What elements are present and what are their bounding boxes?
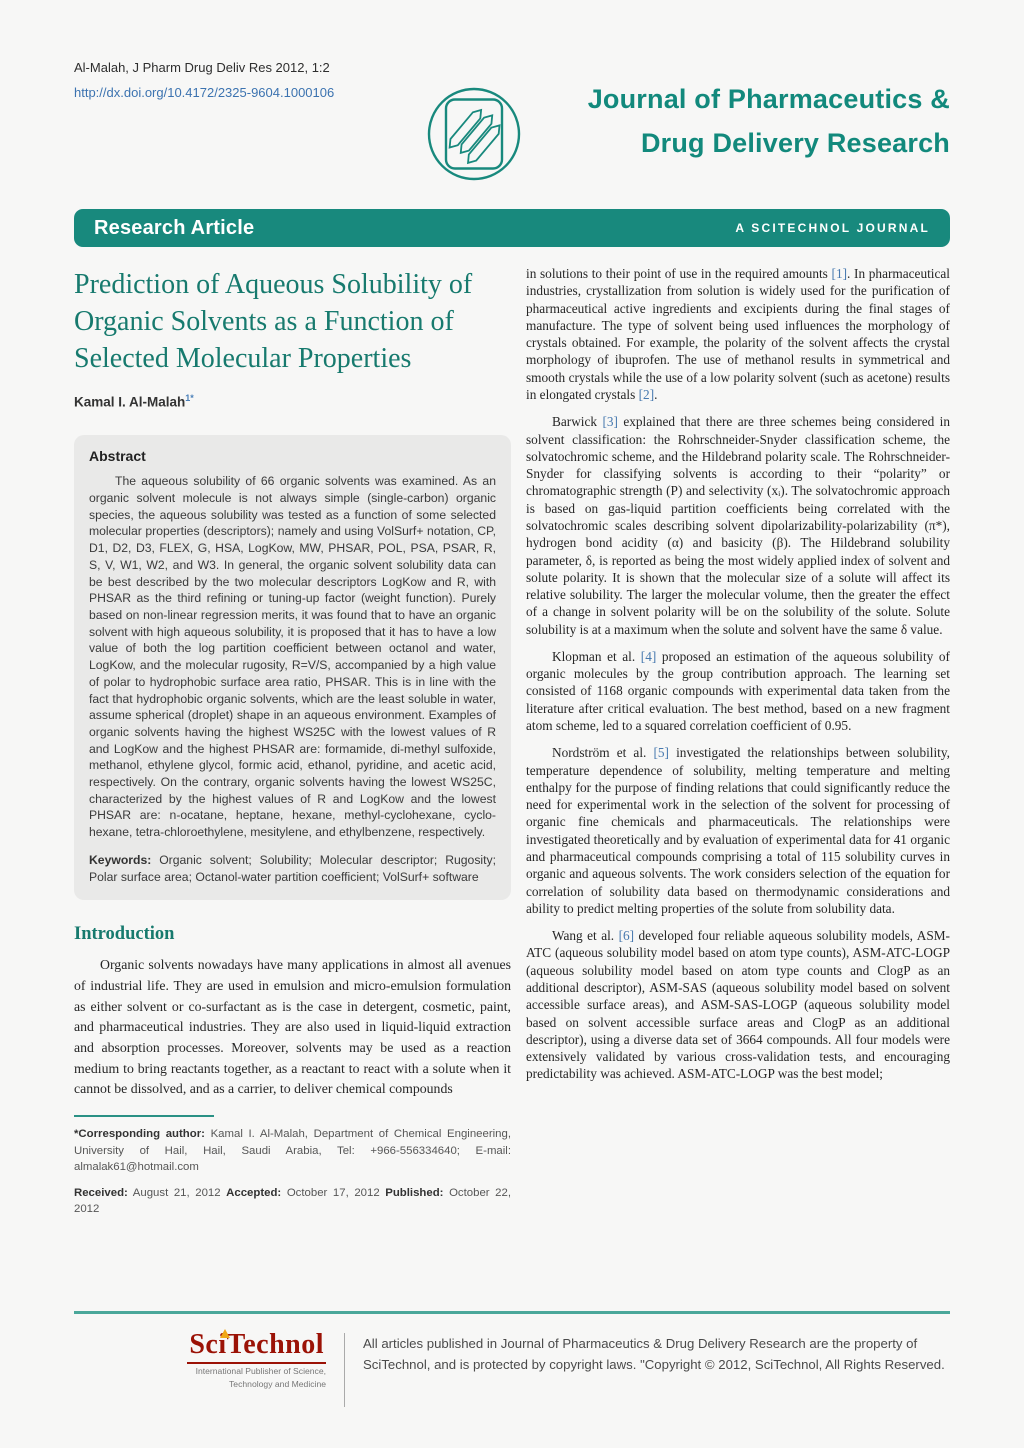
paragraph-text: Wang et al. [552, 928, 619, 944]
doi-link[interactable]: http://dx.doi.org/10.4172/2325-9604.1000106 [74, 85, 335, 100]
keywords-text: Organic solvent; Solubility; Molecular descriptor; Rugosity; Polar surface area; Octanol-water partition coefficient; VolSurf+ software [89, 852, 496, 884]
reference-link[interactable]: [1] [831, 266, 848, 281]
author-name: Kamal I. Al-Malah [74, 394, 186, 410]
scitechnol-logo-text [187, 1331, 326, 1364]
paragraph-text: Barwick [552, 414, 603, 430]
article-type-label: Research Article [94, 216, 255, 239]
article-dates-note [74, 1185, 511, 1218]
paragraph-text: Klopman et al. [552, 648, 641, 664]
article-paragraph [526, 265, 950, 403]
article-paragraph [526, 744, 950, 917]
received-label: Received: [74, 1186, 128, 1199]
footer-vertical-divider [344, 1333, 345, 1407]
footnote-divider [74, 1115, 214, 1117]
reference-link[interactable]: [5] [653, 745, 669, 761]
author-line [74, 393, 511, 410]
paragraph-text: proposed an estimation of the aqueous solubility of organic molecules by the group contribution approach. The learning set consisted of 1168 organic compounds with experimental data taken from the literature after critical evaluation. The best method, based on a new fragment atom scheme, led to a squared correlation coefficient of 0.95. [526, 648, 950, 734]
citation-line: Al-Malah, J Pharm Drug Deliv Res 2012, 1:2 [74, 60, 330, 75]
accepted-label: Accepted: [226, 1186, 282, 1199]
page-footer [74, 1311, 950, 1448]
paragraph-text: . [654, 386, 658, 402]
paragraph-text: . In pharmaceutical industries, crystallization from solution is widely used for the purification of pharmaceutical active ingredients and excipients during the final stages of manufacture. The type of solvent being used influences the morphology of crystals obtained. For example, the polarity of the solvent affects the crystal morphology of ibuprofen. The use of methanol results in symmetrical and smooth crystals while the use of a low polarity solvent (such as acetone) results in elongated crystals [526, 266, 950, 402]
logo-part-technol: Technol [226, 1329, 324, 1360]
corresponding-author-label: *Corresponding author: [74, 1128, 205, 1141]
reference-link[interactable]: [4] [640, 648, 657, 664]
triangle-icon [220, 1329, 230, 1338]
journal-title [528, 56, 950, 165]
introduction-paragraph: Organic solvents nowadays have many applications in almost all avenues of industrial life. They are used in emulsion and micro-emulsion formulation as either solvent or co-surfactant as is the case in detergent, cosmetic, paint, and pharmaceutical industries. They are also used in liquid-liquid extraction and absorption processes. Moreover, solvents may be used as a reaction medium to bring reactants together, as a reactant to react with a solute when it cannot be dissolved, and as a carrier, to deliver chemical compounds [74, 957, 511, 1097]
journal-logo-icon [424, 84, 528, 189]
corresponding-author-note [74, 1126, 511, 1176]
copyright-text: All articles published in Journal of Pharmaceutics & Drug Delivery Research are the property of SciTechnol, and is protected by copyright laws. "Copyright © 2012, SciTechnol, All Rights Reserved. [363, 1336, 945, 1373]
corresponding-author-text: Kamal I. Al-Malah, Department of Chemical Engineering, University of Hail, Hail, Saudi Arabia, Tel: +966-556334640; E-mail: almalak61@hotmail.com [74, 1128, 511, 1174]
footer-row [74, 1331, 950, 1407]
received-value: August 21, 2012 [127, 1186, 227, 1199]
page-header [74, 56, 950, 189]
journal-title-line2: Drug Delivery Research [640, 127, 950, 158]
left-column [74, 263, 511, 1227]
abstract-paragraph: The aqueous solubility of 66 organic solvents was examined. As an organic solvent molecule is not always simple (single-carbon) organic species, the aqueous solubility was tested as a function of some selected molecular properties (descriptors); namely and using VolSurf+ notation, CP, D1, D2, D3, FLEX, G, HSA, LogKow, MW, PHSAR, POL, PSA, PSAR, R, S, V, W1, W2, and W3. In general, the organic solvent solubility data can be best described by the two molecular descriptors LogKow and R, with PHSAR as the third refining or tuning-up factor (weight function). Purely based on non-linear regression merits, it was found that to have an organic solvent with high aqueous solubility, it is proposed that it has to have a low value of both the log partition coefficient between octanol and water, LogKow, and the molecular rugosity, R=V/S, accompanied by a high value of polar to hydrophobic surface area ratio, PHSAR. This is in line with the fact that hydrophobic organic solvents, which are the least soluble in water, assume spherical (droplet) shape in an aqueous environment. Examples of organic solvents having the highest WS25C with the lowest values of R and LogKow and the highest PHSAR are: formamide, di-methyl sulfoxide, methanol, ethylene glycol, formic acid, ethanol, pyridine, and acetic acid, respectively. On the contrary, organic solvents having the lowest WS25C, characterized by the highest values of R and LogKow and the lowest PHSAR are: n-ocatane, heptane, hexane, methyl-cyclohexane, cyclo-hexane, tetra-chloroethylene, mesitylene, and ethylbenzene, respectively. [89, 474, 496, 840]
right-column [526, 263, 950, 1227]
logo-subtitle-line1: International Publisher of Science, [195, 1366, 326, 1376]
reference-link[interactable]: [6] [618, 928, 635, 944]
article-paragraph [526, 413, 950, 638]
journal-title-line1: Journal of Pharmaceutics & [587, 84, 950, 114]
author-superscript: 1* [185, 392, 194, 403]
published-value: October 22, 2012 [74, 1186, 511, 1216]
keywords-paragraph [89, 852, 496, 885]
article-title: Prediction of Aqueous Solubility of Organic Solvents as a Function of Selected Molecular Properties [74, 269, 473, 374]
citation-block [74, 56, 424, 102]
article-paragraph [526, 648, 950, 734]
logo-subtitle-line2: Technology and Medicine [229, 1379, 326, 1390]
reference-link[interactable]: [2] [638, 386, 655, 402]
paragraph-text: Nordström et al. [552, 745, 654, 761]
article-paragraph [526, 927, 950, 1083]
article-body [74, 263, 950, 1227]
scitechnol-logo [74, 1331, 326, 1390]
footnote-block [74, 1115, 511, 1218]
introduction-heading: Introduction [74, 924, 175, 945]
paragraph-text: in solutions to their point of use in the required amounts [526, 266, 832, 281]
accepted-value: October 17, 2012 [281, 1186, 386, 1199]
paragraph-text: explained that there are three schemes being considered in solvent classification: the Rohrschneider-Snyder classification scheme, the solvatochromic scheme, and the Hildebrand polarity scale. The Rohrschneider-Snyder for classifying solvents is according to their “polarity” or chromatographic strength (P) and selectivity (xᵢ). The solvatochromic approach is based on gas-liquid partition coefficients being correlated with the solvatochromic scales describing solvent dipolarizability-polarizability (π*), hydrogen bond acidity (α) and basicity (β). The Hildebrand solubility parameter, δ, is reported as being the most widely applied index of solvent and solute polarity. It is shown that the molecular size of a solute will affect its relative solubility. The larger the molecular volume, then the greater the effect of a change in solvent polarity will be on the solubility of the solute. Solute solubility is at a maximum when the solute and solvent have the same δ value. [526, 414, 950, 637]
reference-link[interactable]: [3] [602, 414, 618, 430]
keywords-label: Keywords: [89, 852, 152, 867]
journal-brand-label: A SCITECHNOL JOURNAL [735, 221, 930, 235]
logo-part-sci: Sci [189, 1329, 227, 1360]
abstract-box [74, 435, 511, 900]
paragraph-text: developed four reliable aqueous solubility models, ASM-ATC (aqueous solubility model based on atom type counts), ASM-ATC-LOGP (aqueous solubility model based on atom type counts and ClogP as an additional descriptor), ASM-SAS (aqueous solubility model based on solvent accessible surface areas), and ASM-SAS-LOGP (aqueous solubility model based on solvent accessible surface areas and ClogP as an additional descriptor), using a diverse data set of 3664 compounds. All four models were extensively validated by various cross-validation tests, and encouraging predictability was achieved. ASM-ATC-LOGP was the best model; [526, 928, 950, 1082]
published-label: Published: [385, 1186, 444, 1199]
paragraph-text: investigated the relationships between solubility, temperature dependence of solubility, melting temperature and melting enthalpy for the purpose of finding relations that could significantly reduce the need for experimental work in the selection of the solvent for processing of organic fine chemicals and pharmaceuticals. The relationships were investigated theoretically and by evaluation of experimental data for 41 organic and pharmaceutical compounds comprising a total of 115 solubility curves in organic and aqueous solvents. The work considers selection of the equation for correlation of solubility data based on thermodynamic considerations and ability to predict melting properties of the solute from solubility data. [526, 745, 950, 916]
article-type-banner [74, 209, 950, 247]
abstract-heading: Abstract [89, 448, 146, 465]
